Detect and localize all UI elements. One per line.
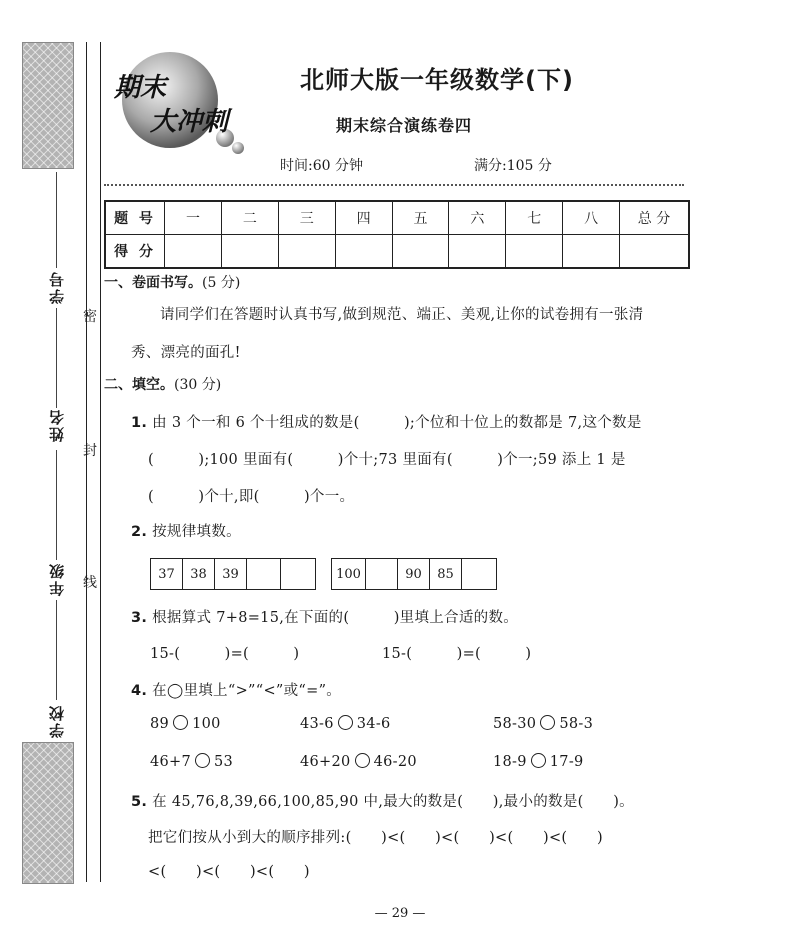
section-2-points: (30 分)	[174, 377, 222, 393]
score-cell[interactable]	[221, 235, 278, 269]
compare-item	[300, 753, 417, 770]
compare-circle[interactable]	[531, 753, 546, 768]
score-col-4: 四	[335, 201, 392, 235]
score-col-2: 二	[221, 201, 278, 235]
student-id-fill-line	[56, 172, 57, 268]
seq1-cell: 37	[151, 559, 183, 589]
question-3-equation-2: 15-( )=( )	[382, 646, 532, 662]
compare-left: 46+20	[300, 754, 351, 770]
score-col-5: 五	[392, 201, 449, 235]
logo-text-2: 大冲刺	[150, 107, 229, 137]
compare-right: 58-3	[559, 716, 594, 732]
score-table-row1-label: 题 号	[105, 201, 165, 235]
question-3-equation-1: 15-( )=( )	[150, 646, 300, 662]
compare-item	[493, 715, 593, 732]
binding-line-inner	[100, 42, 101, 882]
compare-left: 89	[150, 716, 170, 732]
question-3-number: 3.	[131, 610, 148, 626]
seq1-blank-cell[interactable]	[247, 559, 281, 589]
question-5-line-3: <( )<( )<( )	[148, 864, 310, 880]
number-sequence-2	[331, 558, 497, 590]
section-1-heading	[104, 272, 240, 292]
question-5-number: 5.	[131, 794, 148, 810]
question-4-number: 4.	[131, 683, 148, 699]
score-cell[interactable]	[392, 235, 449, 269]
exam-full-score: 满分:105 分	[474, 158, 552, 174]
score-col-8: 八	[563, 201, 620, 235]
score-cell-total[interactable]	[620, 235, 690, 269]
section-1-points: (5 分)	[202, 275, 241, 291]
seal-feng: 封	[83, 443, 97, 459]
compare-item	[150, 715, 221, 732]
seq2-blank-cell[interactable]	[462, 559, 496, 589]
binding-line-outer	[86, 42, 87, 882]
compare-circle[interactable]	[355, 753, 370, 768]
seal-xian: 线	[83, 575, 97, 591]
number-sequence-1	[150, 558, 316, 590]
student-id-label: 学号	[48, 270, 66, 304]
score-col-1: 一	[165, 201, 222, 235]
exam-subtitle: 期末综合演练卷四	[336, 116, 473, 135]
seq2-cell: 90	[398, 559, 430, 589]
exam-title: 北师大版一年级数学(下)	[300, 66, 574, 94]
page-number: — 29 —	[374, 906, 426, 921]
compare-item	[493, 753, 584, 770]
seal-mi: 密	[83, 309, 97, 325]
compare-left: 46+7	[150, 754, 192, 770]
exam-sprint-logo	[110, 50, 260, 162]
question-2-number: 2.	[131, 524, 148, 540]
exam-time: 时间:60 分钟	[280, 158, 363, 174]
section-2-heading	[104, 374, 221, 394]
compare-right: 100	[192, 716, 221, 732]
question-1-line-2: ( );100 里面有( )个十;73 里面有( )个一;59 添上 1 是	[148, 452, 626, 468]
question-4-text: 在◯里填上“>”“<”或“=”。	[152, 683, 342, 699]
binding-pattern-top	[22, 42, 74, 169]
seq1-blank-cell[interactable]	[281, 559, 315, 589]
grade-label: 年级	[48, 562, 66, 596]
logo-ball-2	[232, 142, 244, 154]
score-cell[interactable]	[449, 235, 506, 269]
question-1-text-1: 由 3 个一和 6 个十组成的数是( );个位和十位上的数都是 7,这个数是	[152, 415, 642, 431]
section-2-title: 二、填空。	[104, 377, 174, 393]
compare-left: 18-9	[493, 754, 527, 770]
seq2-cell: 100	[332, 559, 366, 589]
question-2-text: 按规律填数。	[152, 524, 241, 540]
name-label: 姓名	[48, 408, 66, 442]
score-col-total: 总 分	[620, 201, 690, 235]
compare-item	[150, 753, 233, 770]
question-5-line-1	[131, 790, 634, 811]
question-5-text-1: 在 45,76,8,39,66,100,85,90 中,最大的数是( ),最小的数是( )。	[152, 794, 634, 810]
question-1-number: 1.	[131, 415, 148, 431]
school-label: 学校	[48, 704, 66, 738]
section-1-text-line-1: 请同学们在答题时认真书写,做到规范、端正、美观,让你的试卷拥有一张清	[160, 307, 644, 323]
section-1-text-line-2: 秀、漂亮的面孔!	[131, 345, 241, 361]
score-cell[interactable]	[563, 235, 620, 269]
compare-right: 17-9	[549, 754, 584, 770]
score-table-score-row	[105, 235, 689, 269]
compare-circle[interactable]	[540, 715, 555, 730]
section-1-title: 一、卷面书写。	[104, 275, 202, 291]
compare-circle[interactable]	[173, 715, 188, 730]
score-col-3: 三	[278, 201, 335, 235]
compare-left: 43-6	[300, 716, 334, 732]
seq1-cell: 38	[183, 559, 215, 589]
score-table-header-row	[105, 201, 689, 235]
seq2-cell: 85	[430, 559, 462, 589]
seq2-blank-cell[interactable]	[366, 559, 398, 589]
question-1-line-1	[131, 411, 642, 432]
compare-right: 53	[214, 754, 234, 770]
score-cell[interactable]	[335, 235, 392, 269]
compare-circle[interactable]	[195, 753, 210, 768]
question-1-line-3: ( )个十,即( )个一。	[148, 489, 355, 505]
binding-pattern-bottom	[22, 742, 74, 884]
question-5-line-2: 把它们按从小到大的顺序排列:( )<( )<( )<( )<( )	[148, 830, 603, 846]
compare-circle[interactable]	[338, 715, 353, 730]
grade-fill-line	[56, 450, 57, 560]
logo-text-1: 期末	[114, 73, 167, 103]
score-table-row2-label: 得 分	[105, 235, 165, 269]
question-4-line-1	[131, 679, 341, 700]
score-cell[interactable]	[165, 235, 222, 269]
name-fill-line	[56, 308, 57, 408]
question-3-line-1	[131, 606, 518, 627]
seq1-cell: 39	[215, 559, 247, 589]
question-2-line	[131, 520, 241, 541]
score-col-6: 六	[449, 201, 506, 235]
score-table	[104, 200, 690, 269]
compare-right: 34-6	[356, 716, 391, 732]
compare-item	[300, 715, 391, 732]
compare-left: 58-30	[493, 716, 537, 732]
question-3-text: 根据算式 7+8=15,在下面的( )里填上合适的数。	[152, 610, 519, 626]
score-cell[interactable]	[506, 235, 563, 269]
compare-right: 46-20	[373, 754, 417, 770]
dotted-divider	[104, 184, 684, 186]
score-cell[interactable]	[278, 235, 335, 269]
score-col-7: 七	[506, 201, 563, 235]
school-fill-line	[56, 600, 57, 700]
